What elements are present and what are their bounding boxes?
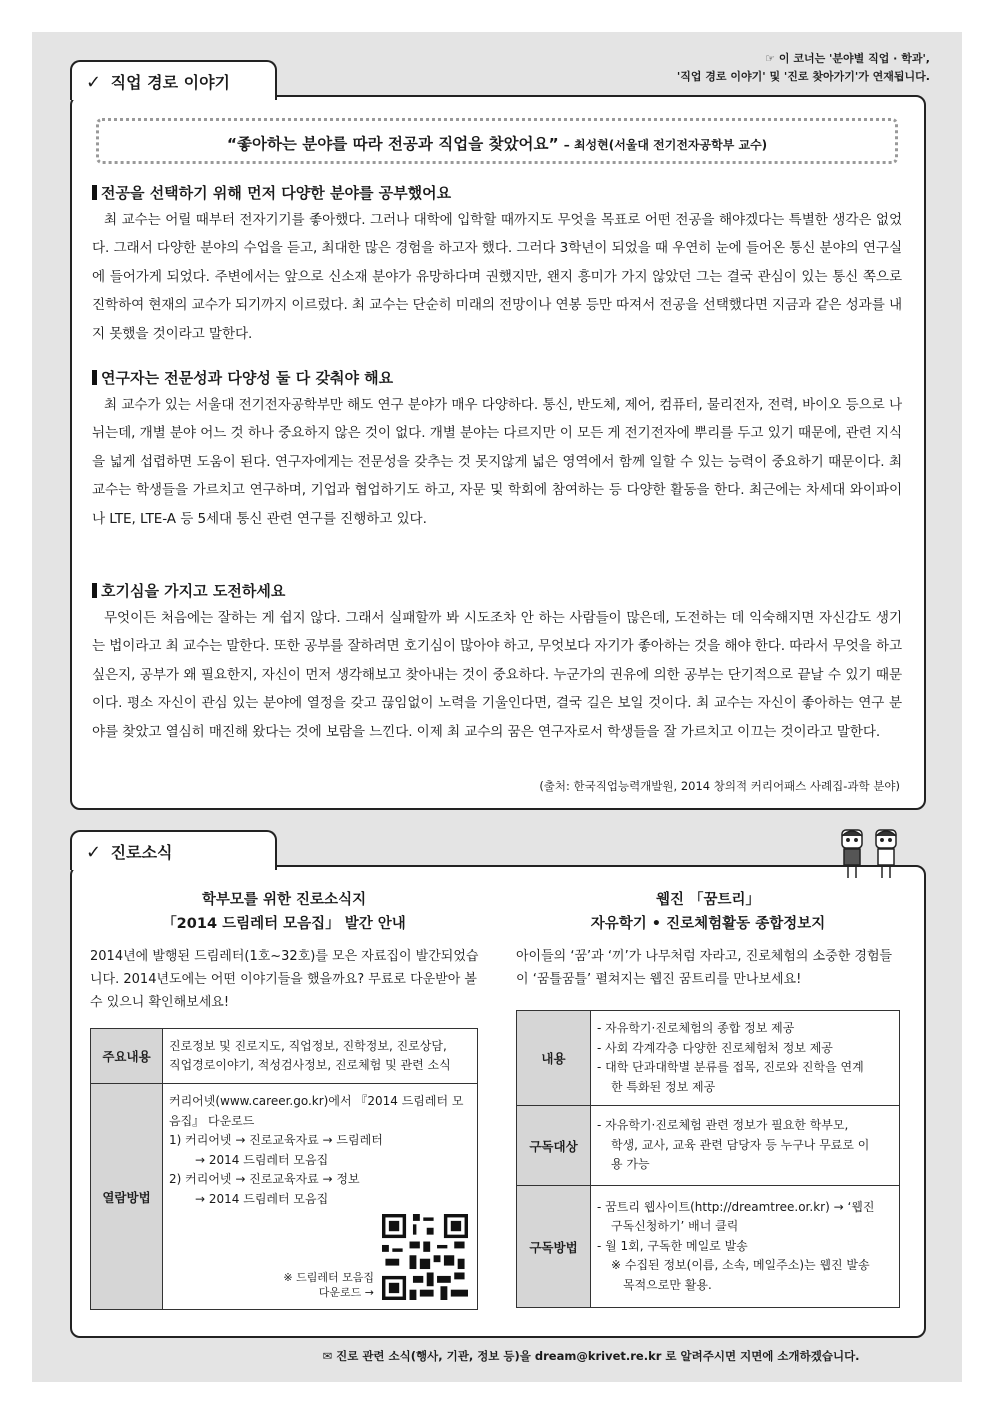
section-body: 무엇이든 처음에는 잘하는 게 쉽지 않다. 그래서 실패할까 봐 시도조차 안 하는 사람들이 많은데, 도전하는 데 익숙해지면 자신감도 생기는 법이라고 최 교수는 말한다. 또한 공부를 잘하려면 호기심이 많아야 하고, 무엇보다 자기가 좋아하는 것을 해야 한다. 따라서 무엇을 하고 싶은지, 공부가 왜 필요한지, 자신이 먼저 생각해보고 찾아내는 것이 중요하다. 누군가의 권유에 의한 공부는 단기적으로 끝날 수 있기 때문이다. 평소 자신이 관심 있는 분야에 열정을 갖고 끊임없이 노력을 기울인다면, 결국 길은 보일 것이다. 최 교수는 자신이 좋아하는 연구 분야를 찾았고 열심히 매진해 왔다는 것에 보람을 느낀다. 이제 최 교수의 꿈은 연구자로서 학생들을 잘 가르치고 이끄는 것이라고 말한다. <box>92 610 902 740</box>
qr-code-icon[interactable] <box>382 1214 468 1300</box>
row-line: 학생, 교사, 교육 관련 담당자 등 누구나 무료로 이 <box>611 1137 870 1152</box>
dreamletter-intro: 2014년에 발행된 드림레터(1호~32호)를 모은 자료집이 발간되었습니다. 2014년도에는 어떤 이야기들을 했을까요? 무료로 다운받아 볼 수 있으니 확인해보세요! <box>90 949 479 1010</box>
section-heading-text: 연구자는 전문성과 다양성 둘 다 갖춰야 해요 <box>101 369 394 387</box>
story-section-2 <box>92 367 902 533</box>
career-story-tab-label: 직업 경로 이야기 <box>110 73 231 92</box>
dreamtree-intro: 아이들의 ‘꿈’과 ‘끼’가 나무처럼 자라고, 진로체험의 소중한 경험들이 ‘꿈틀꿈틀’ 펼쳐지는 웹진 꿈트리를 만나보세요! <box>516 949 893 987</box>
section-body: 최 교수가 있는 서울대 전기전자공학부만 해도 연구 분야가 매우 다양하다. 통신, 반도체, 제어, 컴퓨터, 물리전자, 전력, 바이오 등으로 나뉘는데, 개별 분야 어느 것 하나 중요하지 않은 것이 없다. 개별 분야는 다르지만 이 모든 게 전기전자에 뿌리를 두고 있기 때문에, 관련 지식을 넓게 섭렵하면 도움이 된다. 연구자에게는 전문성을 갖추는 것 못지않게 넓은 영역에서 함께 일할 수 있는 능력이 중요하기 때문이다. 최 교수는 학생들을 가르치고 연구하며, 기업과 협업하기도 하고, 자문 및 학회에 참여하는 등 다양한 활동을 한다. 최근에는 차세대 와이파이나 LTE, LTE-A 등 5세대 통신 관련 연구를 진행하고 있다. <box>92 397 902 527</box>
series-note-line2: '직업 경로 이야기' 및 '진로 찾아가기'가 연재됩니다. <box>676 70 930 83</box>
quote-box <box>96 118 898 164</box>
row-line: - 자유학기·진로체험의 종합 정보 제공 <box>597 1021 795 1035</box>
row-line: 2) 커리어넷 → 진로교육자료 → 정보 <box>169 1172 360 1186</box>
quote-author: – 최성현(서울대 전기전자공학부 교수) <box>563 138 768 152</box>
story-section-1 <box>92 182 902 348</box>
row-line: - 사회 각계각층 다양한 진로체험처 정보 제공 <box>597 1040 833 1055</box>
heading-bar <box>92 185 97 200</box>
row-value <box>591 1186 900 1308</box>
row-line: - 꿈트리 웹사이트(http://dreamtree.or.kr) → ‘웹진 <box>597 1199 875 1214</box>
row-line: 구독신청하기’ 배너 클릭 <box>611 1219 739 1234</box>
row-label: 주요내용 <box>91 1029 163 1084</box>
row-line: 1) 커리어넷 → 진로교육자료 → 드림레터 <box>169 1133 383 1147</box>
row-value <box>591 1106 900 1186</box>
dreamletter-title-line1: 학부모를 위한 진로소식지 <box>201 892 367 908</box>
series-note <box>677 50 930 86</box>
tab-joint <box>72 93 275 99</box>
row-line: 직업경로이야기, 적성검사정보, 진로체험 및 관련 소식 <box>169 1058 451 1072</box>
row-line: → 2014 드림레터 모음집 <box>195 1191 329 1206</box>
table-row <box>91 1029 478 1084</box>
quote-text: “좋아하는 분야를 따라 전공과 직업을 찾았어요” <box>226 135 559 153</box>
row-line: 커리어넷(www.career.go.kr)에서 『2014 드림레터 모 <box>169 1094 464 1108</box>
check-icon: ✓ <box>86 842 102 863</box>
dreamtree-table <box>516 1010 900 1308</box>
table-row <box>517 1186 900 1308</box>
row-label: 구독대상 <box>517 1106 591 1186</box>
heading-bar <box>92 583 97 598</box>
row-value <box>591 1011 900 1106</box>
row-label: 구독방법 <box>517 1186 591 1308</box>
row-value <box>163 1029 478 1084</box>
table-row <box>517 1011 900 1106</box>
row-line: 목적으로만 활용. <box>623 1277 712 1292</box>
row-line: - 대학 단과대학별 분류를 접목, 진로와 진학을 연계 <box>597 1060 864 1074</box>
qr-caption-line1: ※ 드림레터 모음집 <box>283 1271 374 1284</box>
table-row <box>517 1106 900 1186</box>
qr-caption-line2: 다운로드 → <box>318 1286 374 1299</box>
row-line: 진로정보 및 진로지도, 직업정보, 진학정보, 진로상담, <box>169 1038 447 1053</box>
dreamletter-title <box>90 888 478 936</box>
career-news-tab-label: 진로소식 <box>110 843 173 862</box>
dreamletter-title-line2: 「2014 드림레터 모음집」 발간 안내 <box>162 916 406 932</box>
tab-joint <box>72 863 275 869</box>
section-body: 최 교수는 어릴 때부터 전자기기를 좋아했다. 그러나 대학에 입학할 때까지도 무엇을 목표로 어떤 전공을 해야겠다는 특별한 생각은 없었다. 그래서 다양한 분야의 수업을 듣고, 최대한 많은 경험을 하고자 했다. 그러다 3학년이 되었을 때 우연히 눈에 들어온 통신 분야의 연구실에 들어가게 되었다. 주변에서는 앞으로 신소재 분야가 유망하다며 권했지만, 왠지 흥미가 가지 않았던 그는 결국 관심이 있는 통신 쪽으로 진학하여 현재의 교수가 되기까지 이르렀다. 최 교수는 단순히 미래의 전망이나 연봉 등만 따져서 전공을 선택했다면 지금과 같은 성과를 내지 못했을 것이라고 말한다. <box>92 212 902 342</box>
heading-bar <box>92 370 97 385</box>
section-heading <box>92 580 902 602</box>
source-citation: (출처: 한국직업능력개발원, 2014 창의적 커리어패스 사례집-과학 분야) <box>539 779 900 793</box>
row-line: 음집』 다운로드 <box>169 1113 255 1128</box>
row-line: 용 가능 <box>611 1157 650 1172</box>
section-heading-text: 호기심을 가지고 도전하세요 <box>101 582 286 600</box>
row-line: → 2014 드림레터 모음집 <box>195 1152 329 1167</box>
kids-illustration <box>838 828 902 880</box>
section-heading <box>92 367 902 389</box>
series-note-line1: ☞ 이 코너는 '분야별 직업 · 학과', <box>765 52 930 65</box>
row-label: 내용 <box>517 1011 591 1106</box>
row-line: - 자유학기·진로체험 관련 정보가 필요한 학부모, <box>597 1118 849 1133</box>
section-heading <box>92 182 902 204</box>
dreamtree-title-line2: 자유학기 • 진로체험활동 종합정보지 <box>590 916 826 932</box>
footer-contact: ✉ 진로 관련 소식(행사, 기관, 정보 등)을 dream@krivet.re.kr 로 알려주시면 지면에 소개하겠습니다. <box>322 1349 860 1363</box>
dreamtree-title <box>512 888 904 936</box>
row-line: - 월 1회, 구독한 메일로 발송 <box>597 1238 748 1253</box>
row-label: 열람방법 <box>91 1084 163 1310</box>
check-icon: ✓ <box>86 72 102 93</box>
row-line: ※ 수집된 정보(이름, 소속, 메일주소)는 웹진 발송 <box>611 1258 870 1273</box>
qr-caption <box>262 1270 374 1300</box>
dreamtree-title-line1: 웹진 「꿈트리」 <box>655 892 761 908</box>
section-heading-text: 전공을 선택하기 위해 먼저 다양한 분야를 공부했어요 <box>101 184 452 202</box>
row-line: 한 특화된 정보 제공 <box>611 1079 716 1094</box>
story-section-3 <box>92 580 902 746</box>
